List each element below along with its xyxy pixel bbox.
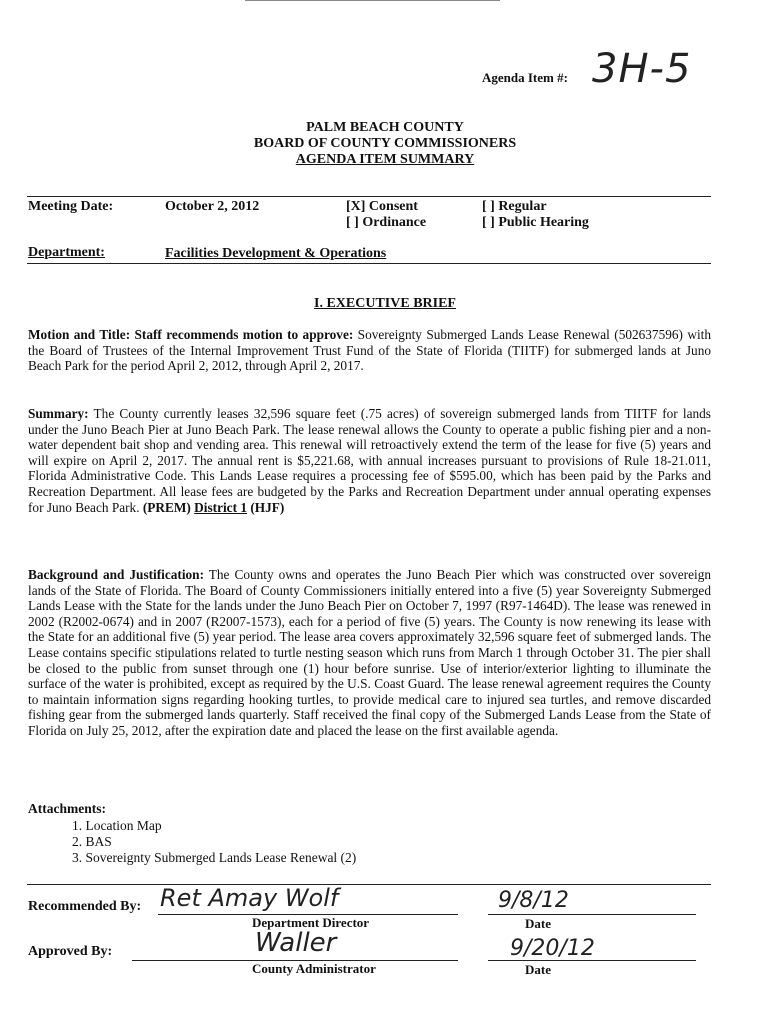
agenda-item-label: Agenda Item #: <box>482 70 568 85</box>
approved-date-label: Date <box>525 962 551 977</box>
county-title: PALM BEACH COUNTY <box>306 120 464 135</box>
board-title: BOARD OF COUNTY COMMISSIONERS <box>253 136 517 151</box>
meeting-date-label: Meeting Date: <box>28 199 114 214</box>
approved-date: 9/20/12 <box>510 936 595 961</box>
attachments-title: Attachments: <box>28 801 106 816</box>
attachment-item: 3. Sovereignty Submerged Lands Lease Renewal (2) <box>72 850 357 865</box>
approved-signature: Waller <box>255 928 337 958</box>
section-title: I. EXECUTIVE BRIEF <box>314 296 456 311</box>
department-director-title: Department Director <box>252 915 370 930</box>
attachment-item: 1. Location Map <box>72 818 162 833</box>
recommended-signature: Ret Amay Wolf <box>160 884 339 912</box>
ordinance-checkbox: [ ] Ordinance <box>346 215 427 230</box>
department-label: Department: <box>28 245 105 260</box>
top-rule <box>245 0 500 1</box>
recommended-by-label: Recommended By: <box>28 899 142 914</box>
approved-date-line <box>488 960 696 961</box>
summary-title: AGENDA ITEM SUMMARY <box>295 152 475 167</box>
signature-rule <box>27 884 711 885</box>
hjf-tag: (HJF) <box>250 499 285 515</box>
county-administrator-title: County Administrator <box>252 961 376 976</box>
district-tag: District 1 <box>194 499 247 515</box>
attachment-item: 2. BAS <box>72 834 112 849</box>
prem-tag: (PREM) <box>142 499 191 515</box>
background-lead: Background and Justification: <box>28 567 205 582</box>
department-value: Facilities Development & Operations <box>165 246 387 261</box>
meeting-date-value: October 2, 2012 <box>165 199 260 214</box>
background-paragraph <box>28 567 711 739</box>
motion-lead: Motion and Title: Staff recommends motion to approve: <box>28 327 354 342</box>
summary-lead: Summary: <box>28 406 89 421</box>
summary-text: The County currently leases 32,596 square feet (.75 acres) of sovereign submerged lands from TIITF for lands under the Juno Beach Pier at Juno Beach Park. The lease renewal allows the County to operate a public fishing pier and a non-water dependent bait shop and vending area. This renewal will retroactively extend the term of the lease for five (5) years and will expire on April 2, 2017. The annual rent is $5,221.68, with annual increases pursuant to provisions of Rule 18-21.011, Florida Administrative Code. This Lands Lease requires a processing fee of $595.00, which has been paid by the Parks and Recreation Department. All lease fees are budgeted by the Parks and Recreation Department under annual operating expenses for Juno Beach Park. <box>28 406 711 515</box>
background-text: The County owns and operates the Juno Beach Pier which was constructed over sovereign lands of the State of Florida. The Board of County Commissioners initially entered into a five (5) year Sovereignty Submerged Lands Lease with the State for the lands under the Juno Beach Pier on October 7, 1997 (R97-1464D). The lease was renewed in 2002 (R2002-0674) and in 2007 (R2007-1573), each for a period of five (5) years. The County is now renewing its lease with the State for an additional five (5) year period. The lease area covers approximately 32,596 square feet of submerged lands. The Lease contains specific stipulations related to turtle nesting season which runs from March 1 through October 31. The pier shall be closed to the public from sunset through one (1) hour before sunrise. Use of interior/exterior lighting to illuminate the surface of the water is prohibited, except as required by the U.S. Coast Guard. The lease renewal agreement requires the County to maintain information signs regarding hooking turtles, to provide medical care to injured sea turtles, and remove discarded fishing gear from the submerged lands quarterly. Staff received the final copy of the Submerged Lands Lease from the State of Florida on July 25, 2012, after the expiration date and placed the lease on the first available agenda. <box>28 567 711 738</box>
consent-checkbox: [X] Consent <box>346 199 418 214</box>
summary-paragraph <box>28 406 711 515</box>
agenda-item-number: 3H-5 <box>592 46 692 92</box>
recommended-date-label: Date <box>525 916 551 931</box>
recommended-date-line <box>488 914 696 915</box>
public-hearing-checkbox: [ ] Public Hearing <box>482 215 589 230</box>
motion-text: Sovereignty Submerged Lands Lease Renewal (502637596) with the Board of Trustees of the Internal Improvement Trust Fund of the State of Florida (TIITF) for submerged lands at Juno Beach Park for the period April 2, 2012, through April 2, 2017. <box>28 327 711 374</box>
approved-by-label: Approved By: <box>28 944 113 959</box>
motion-paragraph <box>28 327 711 374</box>
recommended-date: 9/8/12 <box>498 888 569 913</box>
department-rule <box>27 263 711 264</box>
regular-checkbox: [ ] Regular <box>482 199 547 214</box>
header-rule <box>27 196 711 197</box>
